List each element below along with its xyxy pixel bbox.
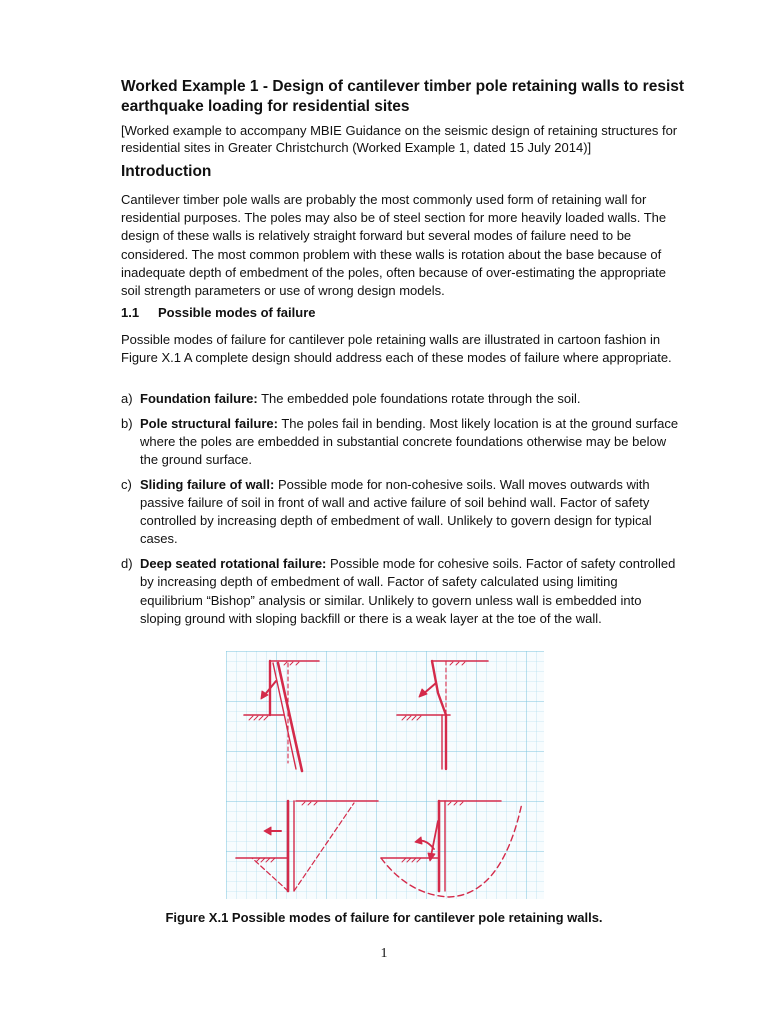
figure-caption: Figure X.1 Possible modes of failure for cantilever pole retaining walls. bbox=[165, 910, 603, 925]
list-item-term: Pole structural failure: bbox=[140, 415, 278, 431]
list-item-text bbox=[139, 390, 681, 408]
list-marker: d) bbox=[121, 556, 133, 572]
list-item-text bbox=[139, 476, 681, 549]
list-item-description: Possible mode for non-cohesive soils. Wall moves outwards with passive failure of soil in front of wall and active failure of soil behind wall. Factor of safety controlled by increasing depth of embedment of wall. Unlikely to govern design for typical cases. bbox=[140, 476, 652, 547]
page-number: 1 bbox=[380, 946, 388, 961]
list-item-description: The poles fail in bending. Most likely location is at the ground surface where the poles are embedded in substantial concrete foundations otherwise may be below the ground surface. bbox=[140, 415, 679, 468]
document-subtitle: [Worked example to accompany MBIE Guidance on the seismic design of retaining structures for residential sites in Greater Christchurch (Worked Example 1, dated 15 July 2014)] bbox=[121, 123, 678, 155]
list-item-description: The embedded pole foundations rotate through the soil. bbox=[257, 391, 581, 406]
section-heading bbox=[121, 305, 316, 320]
modes-intro-paragraph: Possible modes of failure for cantilever pole retaining walls are illustrated in cartoon fashion in Figure X.1 A complete design should address each of these modes of failure where appropriate. bbox=[121, 332, 672, 366]
failure-modes-list bbox=[121, 390, 681, 634]
list-item bbox=[121, 476, 681, 549]
list-item-term: Sliding failure of wall: bbox=[140, 476, 275, 492]
list-marker: b) bbox=[121, 415, 133, 431]
failure-modes-figure bbox=[226, 651, 544, 899]
list-item-text bbox=[139, 415, 681, 470]
list-marker: a) bbox=[121, 391, 133, 406]
list-item bbox=[121, 415, 681, 470]
list-item bbox=[121, 555, 681, 628]
list-marker: c) bbox=[121, 476, 132, 492]
list-item-text bbox=[139, 555, 681, 628]
intro-heading: Introduction bbox=[121, 163, 212, 180]
document-title: Worked Example 1 - Design of cantilever timber pole retaining walls to resist earthquake loading for residential sites bbox=[121, 78, 685, 115]
intro-paragraph: Cantilever timber pole walls are probably the most commonly used form of retaining wall for residential purposes. The poles may also be of steel section for more heavily loaded walls. The design of these walls is relatively straight forward but several modes of failure need to be considered. The most common problem with these walls is rotation about the base because of inadequate depth of embedment of the poles, often because of over-estimating the appropriate soil strength parameters or use of wrong design models. bbox=[121, 192, 667, 299]
section-number: 1.1 bbox=[121, 305, 140, 320]
list-item bbox=[121, 390, 681, 408]
list-item-term: Deep seated rotational failure: bbox=[140, 556, 327, 572]
list-item-term: Foundation failure: bbox=[140, 391, 258, 406]
section-title: Possible modes of failure bbox=[158, 305, 316, 320]
graph-paper-grid bbox=[226, 651, 544, 899]
list-item-description: Possible mode for cohesive soils. Factor of safety controlled by increasing depth of embedment of wall. Factor of safety calculated using limiting equilibrium “Bishop” analysis or similar. Unlikely to govern unless wall is embedded into sloping ground with sloping backfill or there is a weak layer at the toe of the wall. bbox=[140, 556, 676, 626]
